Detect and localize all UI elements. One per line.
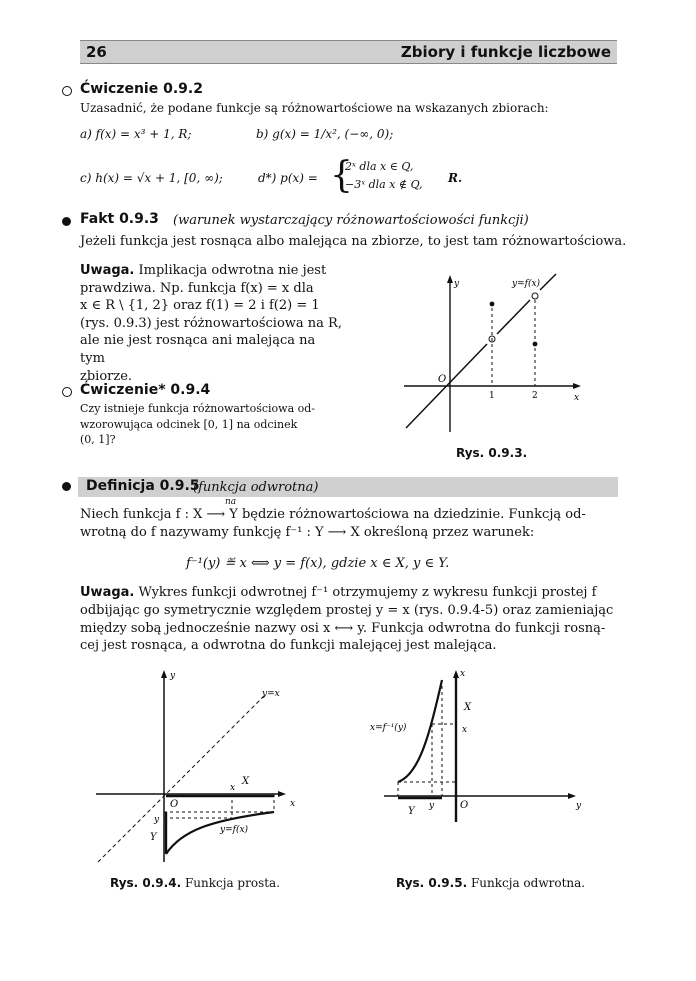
exercise-item-d-set: R. [448,171,463,185]
exercise-item-c: c) h(x) = √x + 1, [0, ∞); [80,171,223,185]
definition-line1: Niech funkcja f : X ⟶ Y będzie różnowartościowa na dziedzinie. Funkcją od- [80,507,586,522]
origin-label: O [170,799,179,810]
exercise2-text [80,401,342,448]
function-label: y=f(x) [512,279,541,289]
remark2-block [80,584,620,655]
brace-symbol: { [330,155,353,196]
chapter-title: Zbiory i funkcje liczbowe [400,43,611,61]
definition-subtitle: (funkcja odwrotna) [193,480,319,495]
caption-text: Funkcja odwrotna. [470,876,586,890]
figure-9-3 [400,272,596,442]
exercise2-line: wzorowująca odcinek [0, 1] na odcinek [80,417,298,431]
arrow-label: na [225,497,237,507]
fact-subtitle: (warunek wystarczający różnowartościowości funkcji) [173,213,529,228]
remark2-line: między sobą jednocześnie nazwy osi x ⟷ y. Funkcja odwrotna do funkcji rosną- [80,620,606,636]
set-label-X: X [464,702,472,713]
caption-text: Funkcja prosta. [184,876,281,890]
exercise2-heading: Ćwiczenie* 0.9.4 [80,382,211,398]
point-label-x: x [230,783,236,793]
caption-label: Rys. 0.9.4. [110,876,182,890]
page-number: 26 [86,43,107,61]
fact-heading: Fakt 0.9.3 [80,211,159,227]
remark-line: prawdziwa. Np. funkcja f(x) = x dla [80,280,314,296]
figure-9-4 [92,662,304,872]
remark-line: zbiorze. [80,368,133,384]
origin-label: O [460,800,469,811]
remark-line: x ∈ R \ {1, 2} oraz f(1) = 2 i f(2) = 1 [80,298,320,314]
remark-block [80,262,342,385]
tick-label: 1 [489,391,495,401]
definition-line2: wrotną do f nazywamy funkcję f⁻¹ : Y ⟶ X określoną przez warunek: [80,525,535,540]
diagonal-label: y=x [262,689,280,699]
remark-label: Uwaga. [80,263,135,278]
figure-9-3-caption: Rys. 0.9.3. [456,446,528,460]
figure-9-4-caption [110,876,280,890]
exercise-heading: Ćwiczenie 0.9.2 [80,81,203,97]
exercise-item-a: a) f(x) = x³ + 1, R; [80,127,192,141]
point-label-x: x [462,725,468,735]
function-label: y=f(x) [220,825,249,835]
remark-line: Implikacja odwrotna nie jest [138,263,327,278]
axis-label-x: x [290,799,296,809]
point-label-y: y [429,801,435,811]
set-label-Y: Y [150,832,157,843]
set-label-Y: Y [408,806,415,817]
caption-label: Rys. 0.9.5. [396,876,468,890]
page-header [80,40,617,64]
exercise-item-d-label: d*) p(x) = [258,171,318,185]
exercise-item-b: b) g(x) = 1/x², (−∞, 0); [256,127,394,141]
definition-formula: f⁻¹(y) ≝ x ⟺ y = f(x), gdzie x ∈ X, y ∈ Y. [186,556,450,571]
exercise2-line: (0, 1]? [80,433,116,446]
point-label-y: y [154,815,160,825]
set-label-X: X [242,776,250,787]
figure-9-5 [370,662,600,832]
exercise2-line: Czy istnieje funkcja różnowartościowa od- [80,402,316,415]
exercise-item-d-case1: 2ˣ dla x ∈ Q, [345,160,414,173]
figure-9-5-caption [396,876,585,890]
remark2-line: cej jest rosnąca, a odwrotna do funkcji malejącej jest malejąca. [80,638,497,654]
fact-text: Jeżeli funkcja jest rosnąca albo malejąca na zbiorze, to jest tam różnowartościowa. [80,234,627,249]
axis-label-x: x [460,669,466,679]
remark2-line: odbijając go symetrycznie względem prostej y = x (rys. 0.9.4-5) oraz zamieniając [80,602,614,618]
tick-label: 2 [532,391,538,401]
remark-line: ale nie jest rosnąca ani malejąca na tym [80,333,316,366]
axis-label-y: y [170,671,176,681]
exercise2-bullet [62,387,72,397]
definition-bullet [62,482,71,491]
exercise-bullet [62,86,72,96]
inverse-function-label: x=f⁻¹(y) [370,723,407,733]
origin-label: O [438,374,447,385]
axis-label-y: y [454,279,460,289]
axis-label-x: x [574,393,580,403]
remark2-line: Wykres funkcji odwrotnej f⁻¹ otrzymujemy z wykresu funkcji prostej f [138,585,597,600]
remark-line: (rys. 0.9.3) jest różnowartościowa na R, [80,315,342,331]
exercise-intro: Uzasadnić, że podane funkcje są różnowartościowe na wskazanych zbiorach: [80,101,549,115]
remark2-label: Uwaga. [80,585,135,600]
axis-label-y: y [576,801,582,811]
exercise-item-d-case2: −3ˣ dla x ∉ Q, [345,178,423,191]
definition-heading: Definicja 0.9.5 [86,478,200,494]
fact-bullet [62,217,71,226]
